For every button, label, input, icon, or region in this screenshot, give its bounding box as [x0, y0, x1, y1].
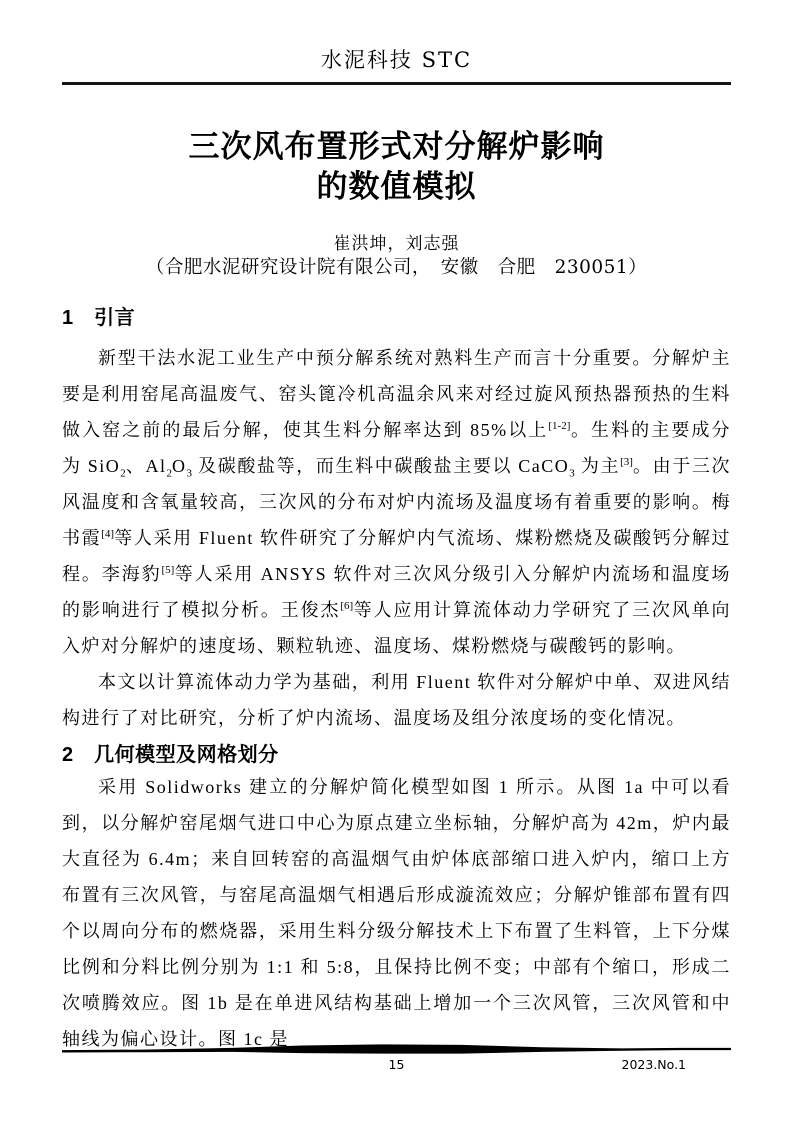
journal-header: 水泥科技 STC [320, 48, 473, 72]
section-heading-geometry-model: 2 几何模型及网格划分 [62, 743, 279, 766]
issue-label: 2023.No.1 [621, 1057, 686, 1072]
paragraph-introduction-1: 新型干法水泥工业生产中预分解系统对熟料生产而言十分重要。分解炉主要是利用窑尾高温废气、窑头篦冷机高温余风来对经过旋风预热器预热的生料做入窑之前的最后分解，使其生料分解率达到 85%以上[1-2]。生料的主要成分为 SiO$_2$、$Al_2O_3$ 及碳酸盐等，而生料中碳酸盐主要以 CaCO$_3$ 为主[3]。由于三次风温度和含氧量较高，三次风的分布对炉内流场及温度场有着重要的影响。梅书霞[4]等人采用 Fluent 软件研究了分解炉内气流场、煤粉燃烧及碳酸钙分解过程。李海豹[5]等人采用 ANSYS 软件对三次风分级引入分解炉内流场和温度场的影响进行了模拟分析。王俊杰[6]等人应用计算流体动力学研究了三次风单向入炉对分解炉的速度场、颗粒轨迹、温度场、煤粉燃烧与碳酸钙的影响。 [62, 347, 732, 656]
header-rule [62, 82, 731, 85]
affiliation: （合肥水泥研究设计院有限公司， 安徽 合肥 230051） [145, 256, 648, 278]
section-heading-introduction: 1 引言 [62, 306, 136, 329]
title-line-2: 的数值模拟 [316, 168, 477, 204]
footer-row [62, 1057, 731, 1073]
paragraph-introduction-2: 本文以计算流体动力学为基础，利用 Fluent 软件对分解炉中单、双进风结构进行了对比研究，分析了炉内流场、温度场及组分浓度场的变化情况。 [62, 671, 731, 728]
paper-title [62, 127, 731, 207]
authors: 崔洪坤，刘志强 [333, 233, 460, 254]
page-footer [62, 1042, 731, 1073]
page-number: 15 [388, 1057, 405, 1072]
title-line-1: 三次风布置形式对分解炉影响 [188, 128, 605, 164]
paragraph-geometry-model-1: 采用 Solidworks 建立的分解炉简化模型如图 1 所示。从图 1a 中可以看到，以分解炉窑尾烟气进口中心为原点建立坐标轴，分解炉高为 42m，炉内最大直径为 6.4m；来自回转窑的高温烟气由炉体底部缩口进入炉内，缩口上方布置有三次风管，与窑尾高温烟气相遇后形成漩流效应；分解炉锥部布置有四个以周向分布的燃烧器，采用生料分级分解技术上下布置了生料管，上下分煤比例和分料比例分别为 1:1 和 5:8，且保持比例不变；中部有个缩口，形成二次喷腾效应。图 1b 是在单进风结构基础上增加一个三次风管，三次风管和中轴线为偏心设计。图 1c 是 [62, 776, 731, 1049]
footer-rule [62, 1042, 731, 1056]
